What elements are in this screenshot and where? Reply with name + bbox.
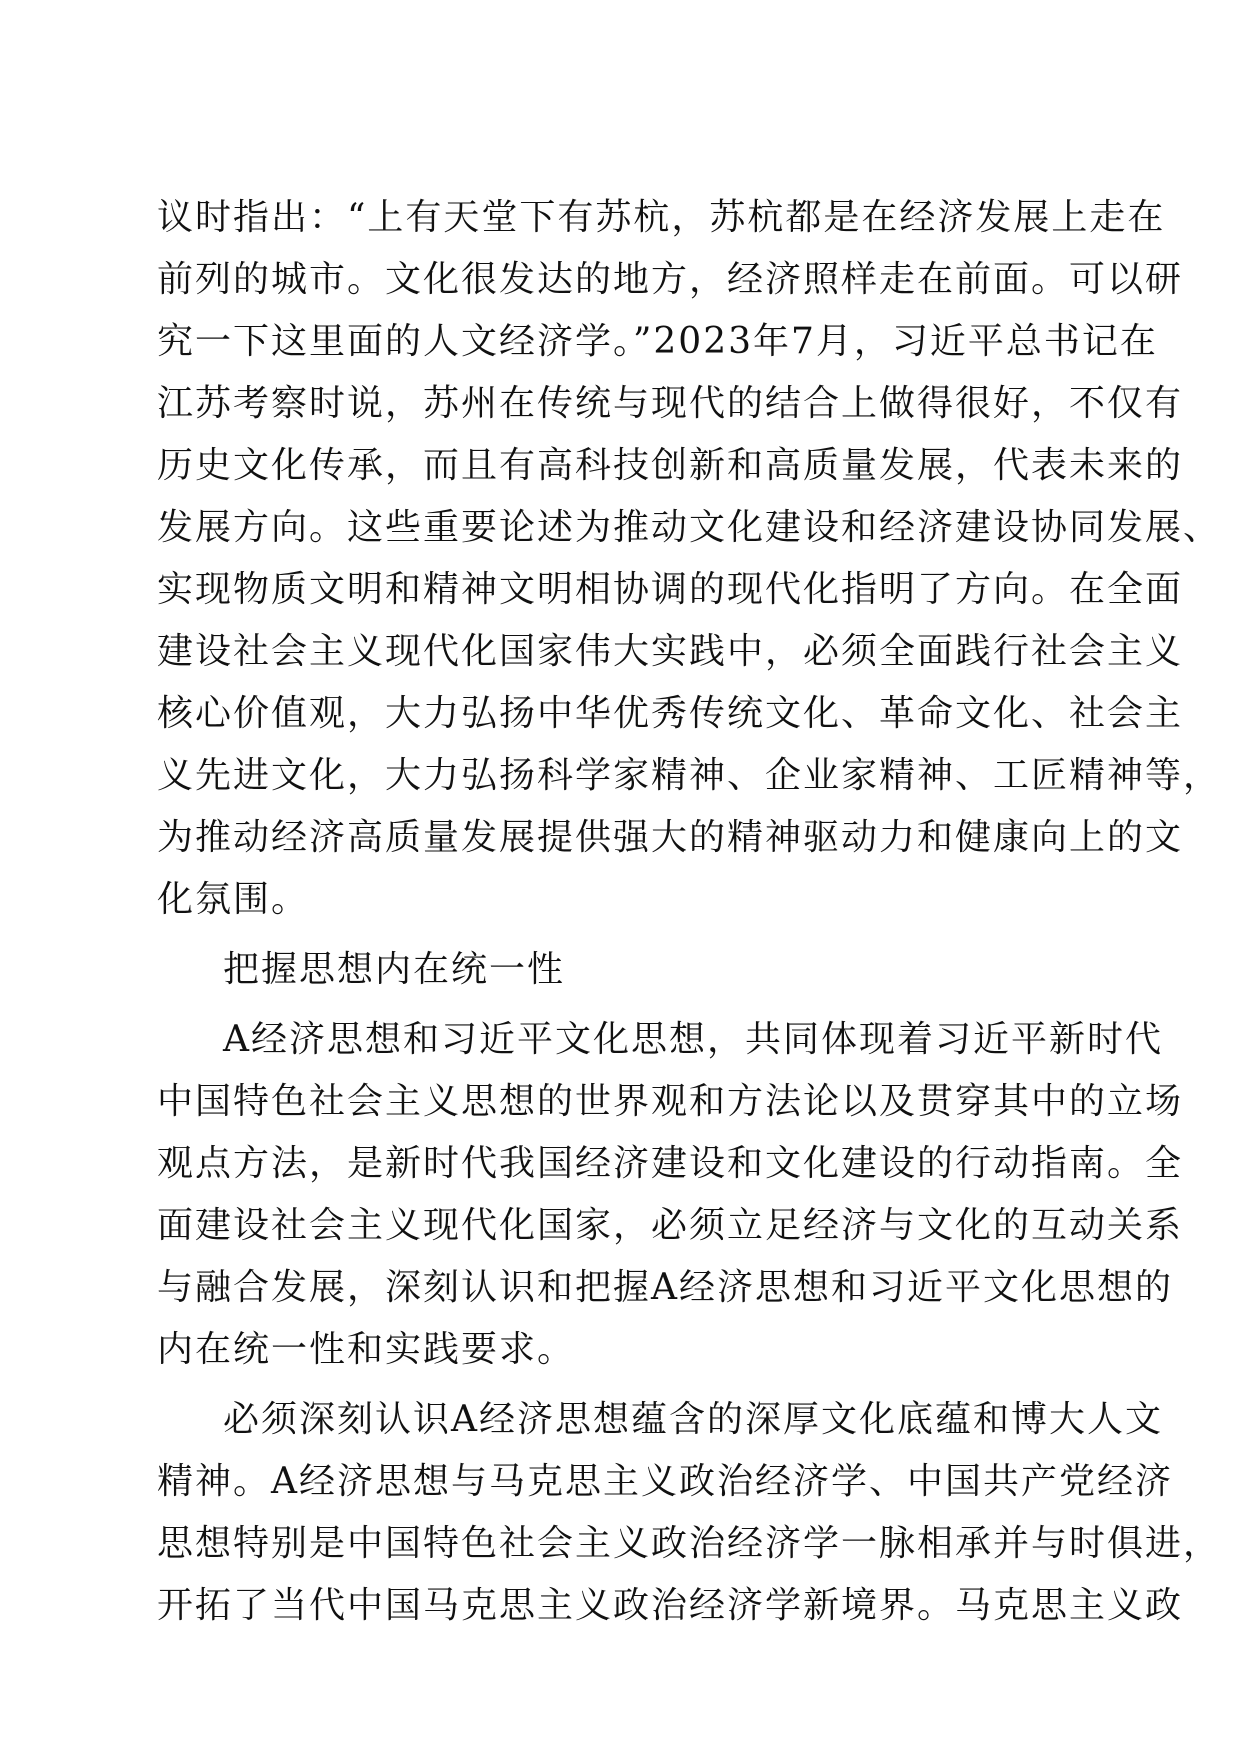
text-line: 发展方向。这些重要论述为推动文化建设和经济建设协同发展、 [157,507,1222,548]
text-line: 化氛围。 [157,879,310,920]
text-line: 思想特别是中国特色社会主义政治经济学一脉相承并与时俱进， [157,1523,1222,1564]
text-line: 江苏考察时说，苏州在传统与现代的结合上做得很好，不仅有 [157,383,1184,424]
text-line: 中国特色社会主义思想的世界观和方法论以及贯穿其中的立场 [157,1081,1184,1122]
text-line: 内在统一性和实践要求。 [157,1329,576,1370]
text-line: 观点方法，是新时代我国经济建设和文化建设的行动指南。全 [157,1143,1184,1184]
text-line: 核心价值观，大力弘扬中华优秀传统文化、革命文化、社会主 [157,693,1184,734]
text-line: 究一下这里面的人文经济学。”2023年7月，习近平总书记在 [157,321,1158,362]
text-line: 历史文化传承，而且有高科技创新和高质量发展，代表未来的 [157,445,1184,486]
body-text [157,187,1222,1637]
text-line: 与融合发展，深刻认识和把握A经济思想和习近平文化思想的 [157,1267,1173,1308]
text-line: 实现物质文明和精神文明相协调的现代化指明了方向。在全面 [157,569,1184,610]
text-line: 议时指出：“上有天堂下有苏杭，苏杭都是在经济发展上走在 [157,197,1166,238]
text-line: A经济思想和习近平文化思想，共同体现着习近平新时代 [223,1019,1163,1060]
text-line: 建设社会主义现代化国家伟大实践中，必须全面践行社会主义 [157,631,1184,672]
text-line: 前列的城市。文化很发达的地方，经济照样走在前面。可以研 [157,259,1184,300]
paragraph-gap [157,931,1087,939]
paragraph-gap [157,1001,1087,1009]
text-line: 精神。A经济思想与马克思主义政治经济学、中国共产党经济 [157,1461,1173,1502]
text-line: 面建设社会主义现代化国家，必须立足经济与文化的互动关系 [157,1205,1184,1246]
section-heading: 把握思想内在统一性 [223,949,566,990]
text-line: 开拓了当代中国马克思主义政治经济学新境界。马克思主义政 [157,1585,1184,1626]
paragraph-gap [157,1381,1087,1389]
text-line: 为推动经济高质量发展提供强大的精神驱动力和健康向上的文 [157,817,1184,858]
text-line: 义先进文化，大力弘扬科学家精神、企业家精神、工匠精神等， [157,755,1222,796]
text-line: 必须深刻认识A经济思想蕴含的深厚文化底蕴和博大人文 [223,1399,1163,1440]
